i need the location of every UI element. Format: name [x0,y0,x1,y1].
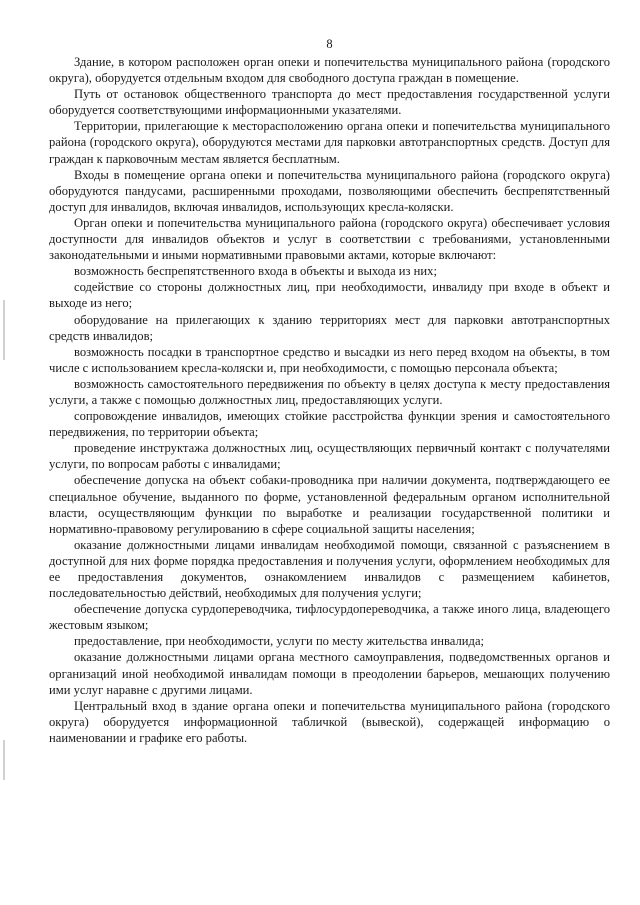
list-item: оказание должностными лицами инвалидам необходимой помощи, связанной с разъяснением в доступной для них форме порядка предоставления и получения услуги, оформлением необходимых для ее предоставления документов, ознакомлением инвалидов с размещением кабинетов, последовательностью действий, необходимых для получения услуги; [49,537,610,601]
list-item: возможность посадки в транспортное средство и высадки из него перед входом на объекты, в том числе с использованием кресла-коляски и, при необходимости, с помощью персонала объекта; [49,344,610,375]
page-number: 8 [326,37,333,51]
list-item: обеспечение допуска сурдопереводчика, тифлосурдопереводчика, а также иного лица, владеющего жестовым языком; [49,602,610,633]
paragraph-transport-path: Путь от остановок общественного транспорта до мест предоставления государственной услуги оборудуется соответствующими информационными указателями. [49,87,610,118]
scan-edge-mark [3,740,5,780]
list-item: оказание должностными лицами органа местного самоуправления, подведомственных органов и организаций иной необходимой инвалидам помощи в преодолении барьеров, мешающих получению ими услуг наравне с другими лицами. [49,650,610,697]
paragraph-central-entrance-sign: Центральный вход в здание органа опеки и попечительства муниципального района (городского округа) оборудуется информационной табличкой (вывеской), содержащей информацию о наименовании и графике его работы. [49,698,610,745]
paragraph-parking: Территории, прилегающие к месторасположению органа опеки и попечительства муниципального района (городского округа), оборудуются местами для парковки автотранспортных средств. Доступ для граждан к парковочным местам является бесплатным. [49,119,610,166]
paragraph-accessibility-intro: Орган опеки и попечительства муниципального района (городского округа) обеспечивает условия доступности для инвалидов объектов и услуг в соответствии с требованиями, установленными законодательными и иными нормативными правовыми актами, которые включают: [49,215,610,263]
list-item: возможность самостоятельного передвижения по объекту в целях доступа к месту предоставления услуги, а также с помощью должностных лиц, предоставляющих услуги. [49,376,610,407]
list-item: предоставление, при необходимости, услуги по месту жительства инвалида; [74,634,485,649]
list-item: содействие со стороны должностных лиц, при необходимости, инвалиду при входе в объект и выходе из него; [49,280,610,311]
list-item: возможность беспрепятственного входа в объекты и выхода из них; [74,264,437,279]
list-item: сопровождение инвалидов, имеющих стойкие расстройства функции зрения и самостоятельного передвижения, по территории объекта; [49,409,610,440]
list-item: обеспечение допуска на объект собаки-проводника при наличии документа, подтверждающего ее специальное обучение, выданного по форме, установленной федеральным органом исполнительной власти, осуществляющим функции по выработке и реализации государственной политики и нормативно-правовому регулированию в сфере социальной защиты населения; [49,473,610,536]
list-item: оборудование на прилегающих к зданию территориях мест для парковки автотранспортных средств инвалидов; [49,312,610,343]
paragraph-building-entrance: Здание, в котором расположен орган опеки и попечительства муниципального района (городского округа), оборудуется отдельным входом для свободного доступа граждан в помещение. [49,55,610,86]
scan-edge-mark [3,300,5,360]
paragraph-ramps: Входы в помещение органа опеки и попечительства муниципального района (городского округа) оборудуются пандусами, расширенными проходами, позволяющими обеспечить беспрепятственный доступ для инвалидов, включая инвалидов, использующих кресла-коляски. [49,167,610,214]
list-item: проведение инструктажа должностных лиц, осуществляющих первичный контакт с получателями услуги, по вопросам работы с инвалидами; [49,441,610,472]
